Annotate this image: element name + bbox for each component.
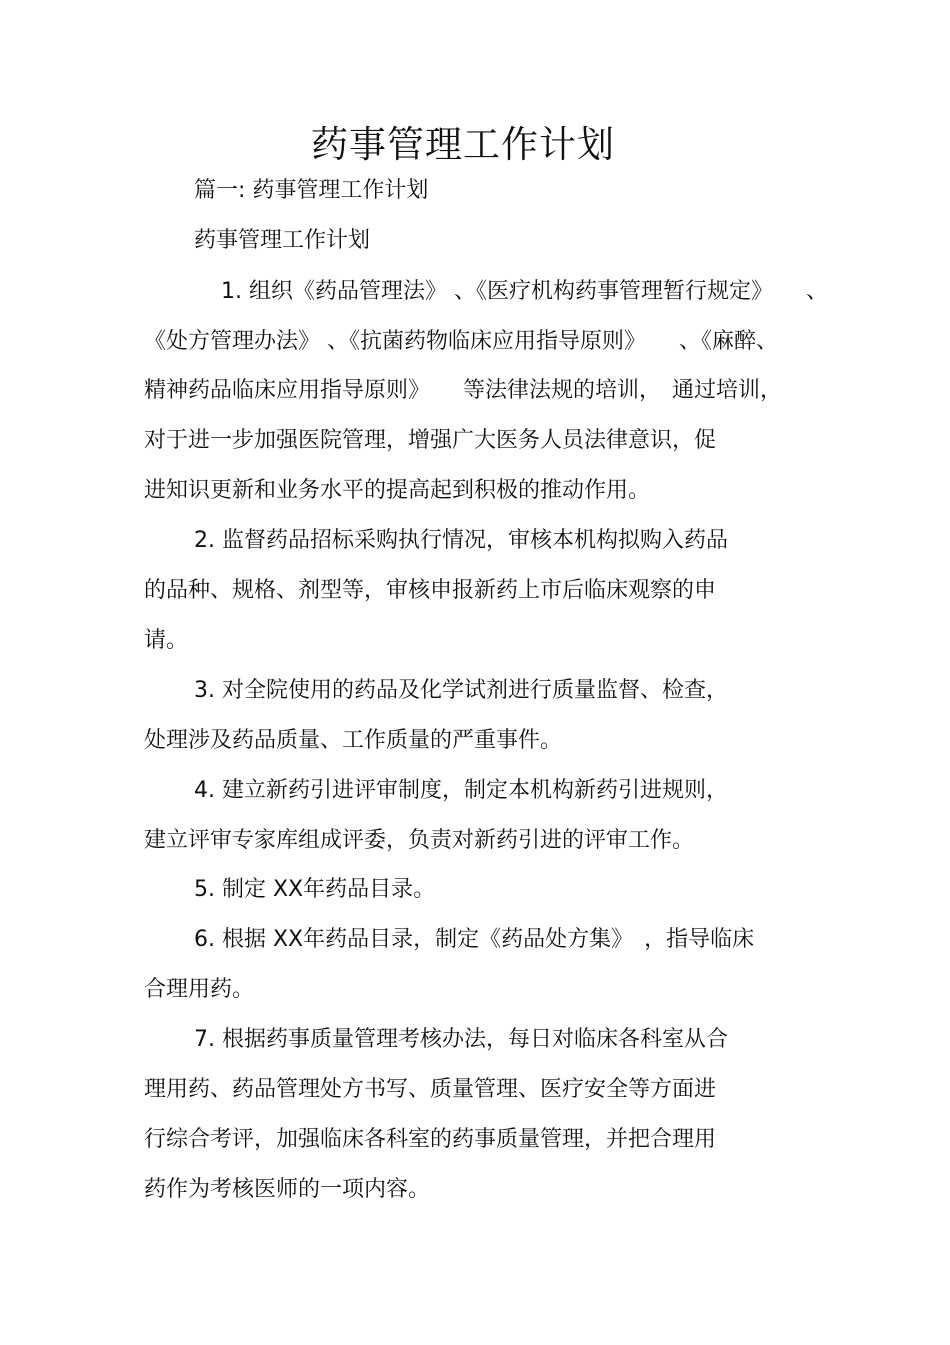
paragraph-line: 1. 组织《药品管理法》 、《医疗机构药事管理暂行规定》 、: [221, 279, 828, 304]
paragraph-line: 理用药、药品管理处方书写、质量管理、医疗安全等方面进: [144, 1077, 717, 1102]
section-heading: 篇一: 药事管理工作计划: [194, 178, 429, 203]
paragraph-line: 处理涉及药品质量、工作质量的严重事件。: [144, 728, 563, 753]
document-subtitle: 药事管理工作计划: [194, 228, 371, 253]
paragraph-line: 行综合考评，加强临床各科室的药事质量管理，并把合理用: [144, 1127, 717, 1152]
paragraph-line: 药作为考核医师的一项内容。: [144, 1177, 431, 1202]
paragraph-line: 合理用药。: [144, 977, 255, 1002]
paragraph-line: 4. 建立新药引进评审制度，制定本机构新药引进规则，: [194, 778, 728, 803]
paragraph-line: 3. 对全院使用的药品及化学试剂进行质量监督、检查，: [194, 678, 728, 703]
paragraph-line: 进知识更新和业务水平的提高起到积极的推动作用。: [144, 478, 651, 503]
paragraph-line: 《处方管理办法》 、《抗菌药物临床应用指导原则》 、《麻醉、: [144, 329, 778, 354]
paragraph-line: 7. 根据药事质量管理考核办法，每日对临床各科室从合: [194, 1027, 728, 1052]
paragraph-line: 请。: [144, 628, 189, 653]
paragraph-line: 精神药品临床应用指导原则》 等法律法规的培训， 通过培训，: [144, 378, 783, 403]
paragraph-line: 的品种、规格、剂型等，审核申报新药上市后临床观察的申: [144, 578, 717, 603]
paragraph-line: 5. 制定 XX年药品目录。: [194, 877, 436, 902]
paragraph-line: 2. 监督药品招标采购执行情况，审核本机构拟购入药品: [194, 528, 728, 553]
paragraph-line: 建立评审专家库组成评委，负责对新药引进的评审工作。: [144, 828, 695, 853]
document-title: 药事管理工作计划: [311, 123, 615, 166]
paragraph-line: 6. 根据 XX年药品目录，制定《药品处方集》 ，指导临床: [194, 927, 755, 952]
paragraph-line: 对于进一步加强医院管理，增强广大医务人员法律意识，促: [144, 428, 717, 453]
